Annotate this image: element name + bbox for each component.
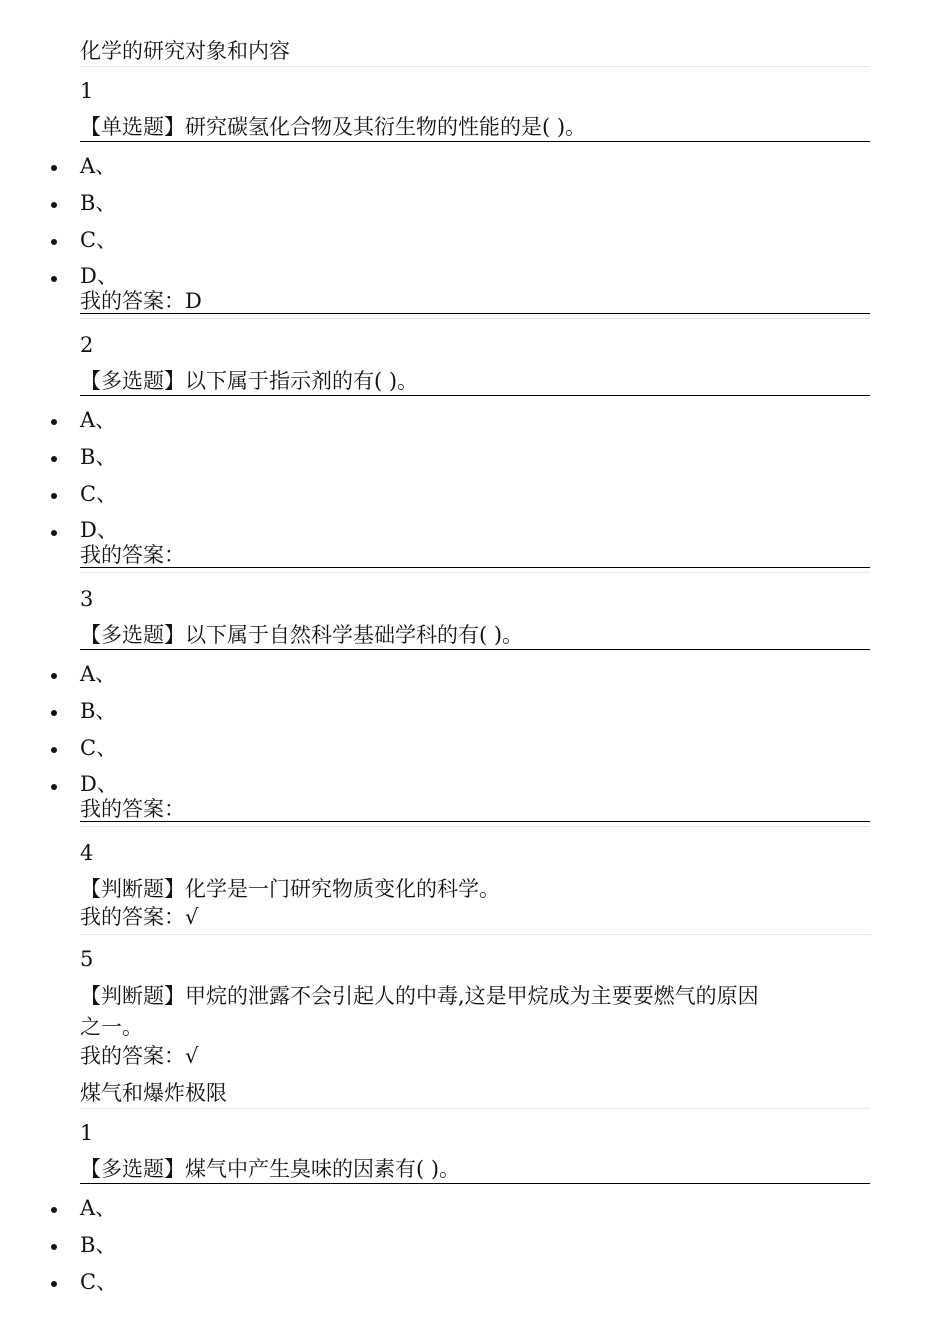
option-a[interactable]: A、: [80, 1196, 117, 1220]
option-a[interactable]: A、: [80, 408, 117, 432]
question-text: 【单选题】研究碳氢化合物及其衍生物的性能的是( )。: [80, 113, 870, 142]
question-text: 【多选题】以下属于自然科学基础学科的有( )。: [80, 621, 870, 650]
my-answer: 我的答案：: [80, 543, 870, 568]
question-text: 【多选题】煤气中产生臭味的因素有( )。: [80, 1155, 870, 1184]
question-text: 【多选题】以下属于指示剂的有( )。: [80, 367, 870, 396]
question-number: 3: [80, 587, 94, 611]
option-c[interactable]: C、: [80, 736, 118, 760]
question-text-line1: 【判断题】甲烷的泄露不会引起人的中毒,这是甲烷成为主要要燃气的原因: [80, 984, 759, 1008]
bullet-icon: [51, 165, 57, 171]
bullet-icon: [51, 202, 57, 208]
question-number: 4: [80, 841, 94, 865]
separator: [80, 318, 870, 319]
bullet-icon: [51, 1281, 57, 1287]
option-a[interactable]: A、: [80, 662, 117, 686]
my-answer: 我的答案：D: [80, 289, 870, 314]
question-number: 1: [80, 1121, 94, 1145]
bullet-icon: [51, 239, 57, 245]
bullet-icon: [51, 710, 57, 716]
bullet-icon: [51, 493, 57, 499]
bullet-icon: [51, 1207, 57, 1213]
question-text-line2: 之一。: [80, 1015, 143, 1039]
section-title: 化学的研究对象和内容: [80, 38, 870, 67]
option-d[interactable]: D、: [80, 518, 118, 542]
option-b[interactable]: B、: [80, 445, 117, 469]
option-c[interactable]: C、: [80, 482, 118, 506]
option-d[interactable]: D、: [80, 264, 118, 288]
section-title: 煤气和爆炸极限: [80, 1080, 870, 1109]
bullet-icon: [51, 456, 57, 462]
bullet-icon: [51, 276, 57, 282]
bullet-icon: [51, 784, 57, 790]
option-d[interactable]: D、: [80, 772, 118, 796]
question-text: 【判断题】化学是一门研究物质变化的科学。: [80, 877, 500, 901]
question-number: 1: [80, 79, 94, 103]
my-answer: 我的答案：: [80, 797, 870, 822]
bullet-icon: [51, 747, 57, 753]
bullet-icon: [51, 419, 57, 425]
option-b[interactable]: B、: [80, 699, 117, 723]
option-b[interactable]: B、: [80, 1233, 117, 1257]
separator: [80, 934, 870, 935]
question-number: 5: [80, 947, 94, 971]
separator: [80, 572, 870, 573]
separator: [80, 826, 870, 827]
option-b[interactable]: B、: [80, 191, 117, 215]
option-c[interactable]: C、: [80, 228, 118, 252]
option-a[interactable]: A、: [80, 154, 117, 178]
bullet-icon: [51, 530, 57, 536]
bullet-icon: [51, 673, 57, 679]
my-answer: 我的答案：√: [80, 1044, 199, 1068]
my-answer: 我的答案：√: [80, 905, 199, 929]
question-number: 2: [80, 333, 94, 357]
bullet-icon: [51, 1244, 57, 1250]
option-c[interactable]: C、: [80, 1270, 118, 1294]
